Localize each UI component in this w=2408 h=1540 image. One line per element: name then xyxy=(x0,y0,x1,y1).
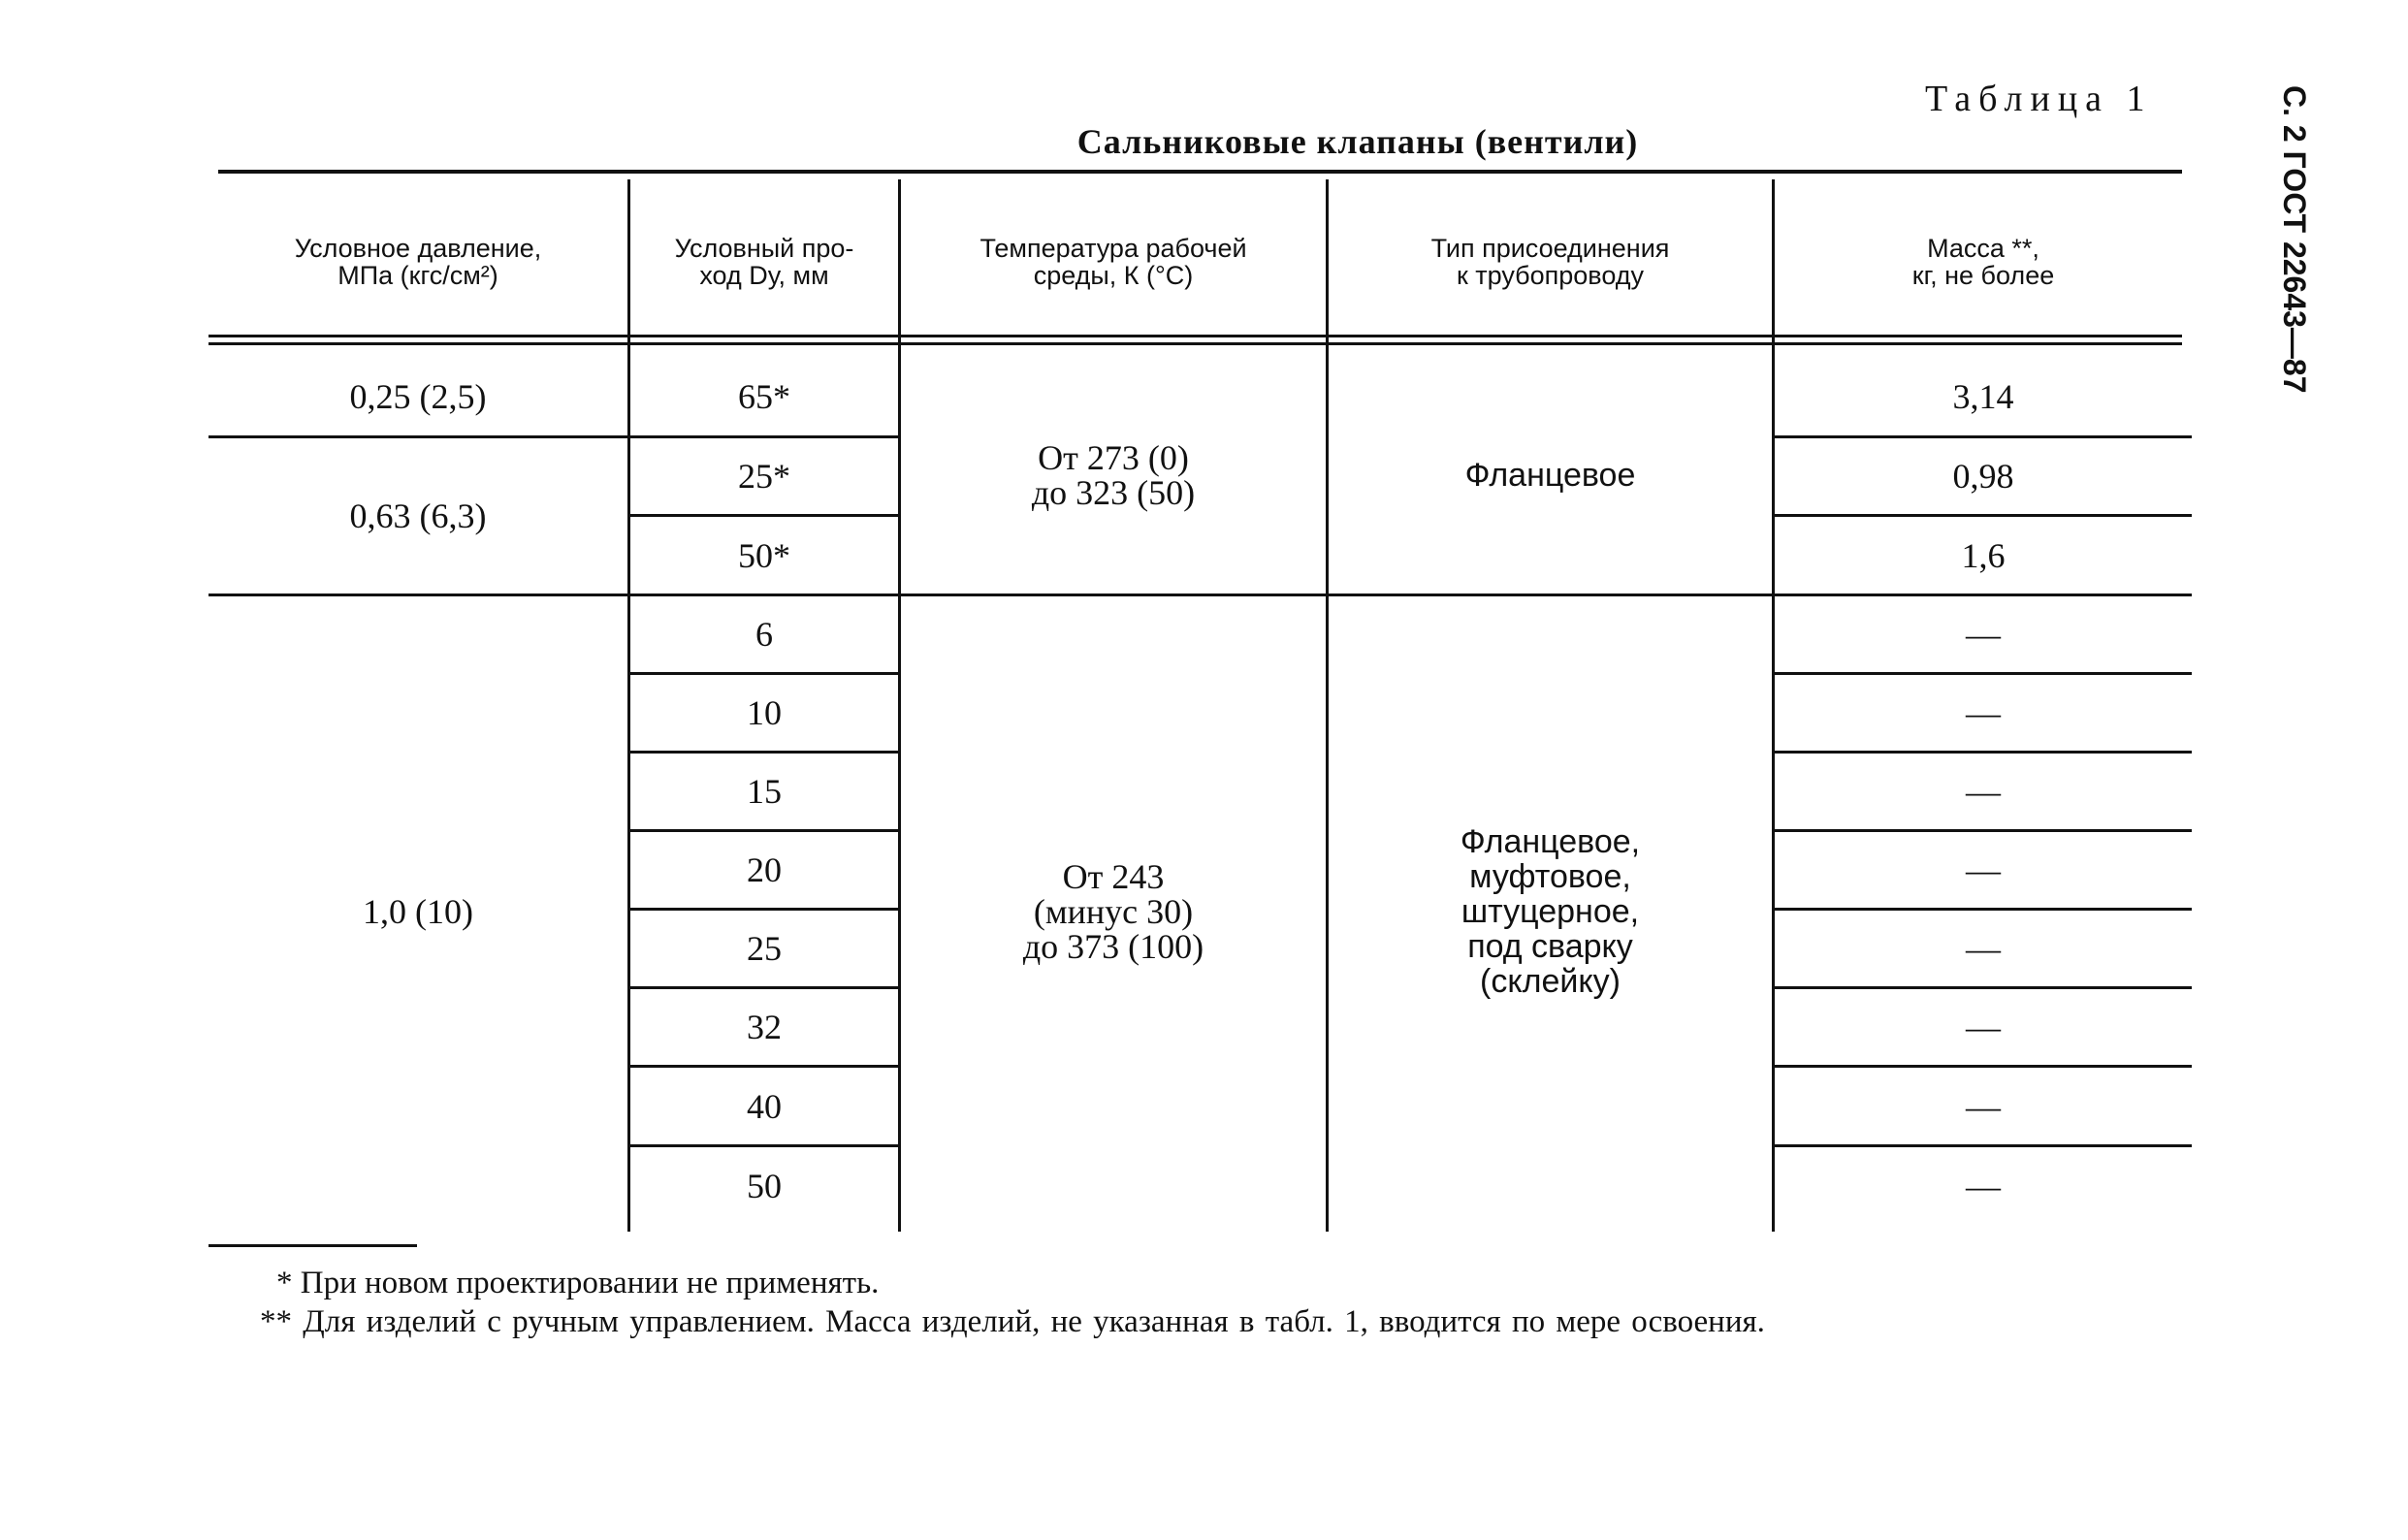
passage-cell: 25* xyxy=(738,457,790,496)
passage-cell: 50* xyxy=(738,535,790,575)
header-pressure xyxy=(209,228,627,296)
passage-cell: 65* xyxy=(738,376,790,416)
header-temperature-line1: Температура рабочей xyxy=(979,234,1247,263)
header-passage-line2: ход Dу, мм xyxy=(699,261,829,290)
passage-cell: 40 xyxy=(747,1086,782,1126)
header-rule-1 xyxy=(209,335,2182,337)
passage-cell: 32 xyxy=(747,1008,782,1046)
mass-cell: — xyxy=(1966,615,2001,654)
header-connection xyxy=(1329,228,1772,296)
connection-cell xyxy=(1329,357,1772,594)
header-passage xyxy=(630,228,898,296)
connection-line: под сварку xyxy=(1467,928,1633,965)
header-mass xyxy=(1775,228,2192,296)
header-temperature xyxy=(901,228,1326,296)
passage-cell: 20 xyxy=(747,850,782,889)
temperature-line: (минус 30) xyxy=(1033,892,1194,931)
passage-cell: 15 xyxy=(747,772,782,811)
header-temperature-line2: среды, К (°С) xyxy=(1033,261,1194,290)
passage-cell: 50 xyxy=(747,1167,782,1205)
side-page-label: С. 2 ГОСТ 22643—87 xyxy=(2277,85,2312,394)
footnote-2: ** Для изделий с ручным управлением. Масса изделий, не указанная в табл. 1, вводится по мере освоения. xyxy=(260,1304,1765,1339)
mass-cell: 3,14 xyxy=(1952,376,2014,416)
connection-cell xyxy=(1329,596,1772,1227)
table-number: Таблица 1 xyxy=(1925,79,2153,119)
connection-line: муфтовое, xyxy=(1469,858,1631,895)
connection-line: Фланцевое xyxy=(1464,457,1636,494)
temperature-cell xyxy=(901,357,1326,594)
mass-cell: 1,6 xyxy=(1961,535,2006,575)
temperature-line: От 273 (0) xyxy=(1038,438,1189,477)
footnote-1: * При новом проектировании не применять. xyxy=(276,1266,880,1300)
temperature-cell xyxy=(901,596,1326,1227)
passage-cell: 6 xyxy=(755,615,773,654)
table-top-rule xyxy=(218,170,2182,174)
header-rule-2 xyxy=(209,342,2182,345)
mass-cell: — xyxy=(1966,929,2001,968)
pressure-cell: 0,25 (2,5) xyxy=(349,376,487,416)
table-title: Сальниковые клапаны (вентили) xyxy=(1076,122,1639,161)
header-passage-line1: Условный про- xyxy=(674,234,854,263)
mass-cell: 0,98 xyxy=(1952,457,2014,496)
header-mass-line1: Масса **, xyxy=(1927,234,2039,263)
pressure-cell: 1,0 (10) xyxy=(363,892,473,931)
mass-cell: — xyxy=(1966,772,2001,811)
header-mass-line2: кг, не более xyxy=(1911,261,2055,290)
pressure-cell: 0,63 (6,3) xyxy=(349,497,487,535)
mass-cell: — xyxy=(1966,1086,2001,1126)
temperature-line: до 323 (50) xyxy=(1031,473,1196,512)
footnote-rule xyxy=(209,1244,417,1247)
temperature-line: до 373 (100) xyxy=(1022,927,1204,966)
mass-cell: — xyxy=(1966,1167,2001,1205)
connection-line: штуцерное, xyxy=(1461,893,1640,930)
header-connection-line1: Тип присоединения xyxy=(1430,234,1670,263)
passage-cell: 10 xyxy=(747,693,782,732)
passage-cell: 25 xyxy=(747,929,782,968)
header-pressure-line1: Условное давление, xyxy=(294,234,542,263)
connection-line: (склейку) xyxy=(1480,963,1621,1000)
connection-line: Фланцевое, xyxy=(1460,823,1641,860)
header-connection-line2: к трубопроводу xyxy=(1456,261,1645,290)
temperature-line: От 243 xyxy=(1062,857,1165,896)
header-pressure-line2: МПа (кгс/см²) xyxy=(337,261,498,290)
mass-cell: — xyxy=(1966,693,2001,732)
mass-cell: — xyxy=(1966,1008,2001,1046)
mass-cell: — xyxy=(1966,850,2001,889)
